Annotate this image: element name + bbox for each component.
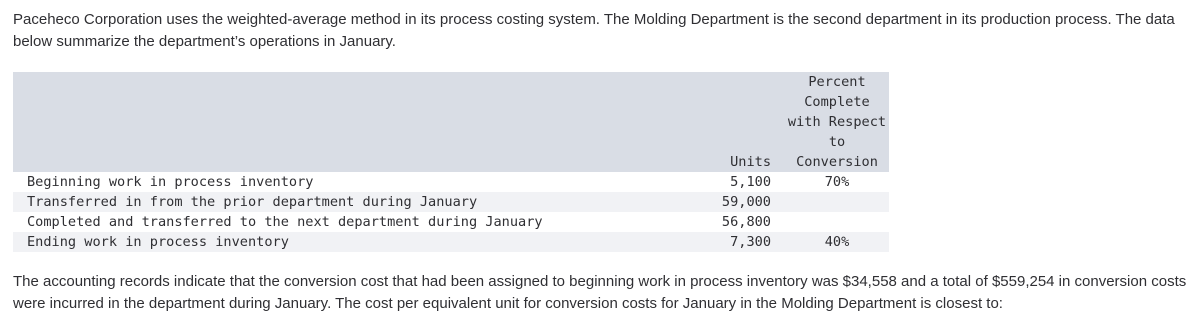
row-units: 7,300 [695,232,785,252]
problem-question-text: The accounting records indicate that the conversion cost that had been assigned to beginning work in process inventory was $34,558 and a total of $559,254 in conversion costs were incurred in the department during January. The cost per equivalent unit for conversion costs for January in the Molding Department is closest to: [13,273,1187,312]
table-row [13,192,889,212]
problem-intro-text: Paceheco Corporation uses the weighted-average method in its process costing system. The Molding Department is the second department in its production process. The data below summarize the department’s operations in January. [13,11,1175,50]
percent-header-line: Complete [804,94,870,110]
row-percent: 70% [824,174,850,190]
percent-header-line: Conversion [796,154,878,170]
row-units: 56,800 [721,214,771,230]
percent-header-line: to [828,134,846,150]
row-percent [785,212,889,232]
row-units: 5,100 [730,174,771,190]
description-header [13,72,695,172]
percent-header-line: Percent [808,74,866,90]
row-description: Completed and transferred to the next department during January [27,214,543,230]
percent-complete-header [785,72,889,172]
percent-header-line: with Respect [787,114,887,130]
row-description: Transferred in from the prior department during January [13,192,695,212]
row-percent: 40% [785,232,889,252]
department-data-table [13,72,889,252]
table-header-row [13,72,889,172]
table-row [13,172,889,192]
table-row [13,232,889,252]
row-units: 59,000 [695,192,785,212]
row-percent [785,192,889,212]
table-row [13,212,889,232]
row-description: Ending work in process inventory [13,232,695,252]
row-description: Beginning work in process inventory [27,174,314,190]
units-header: Units [695,72,785,172]
